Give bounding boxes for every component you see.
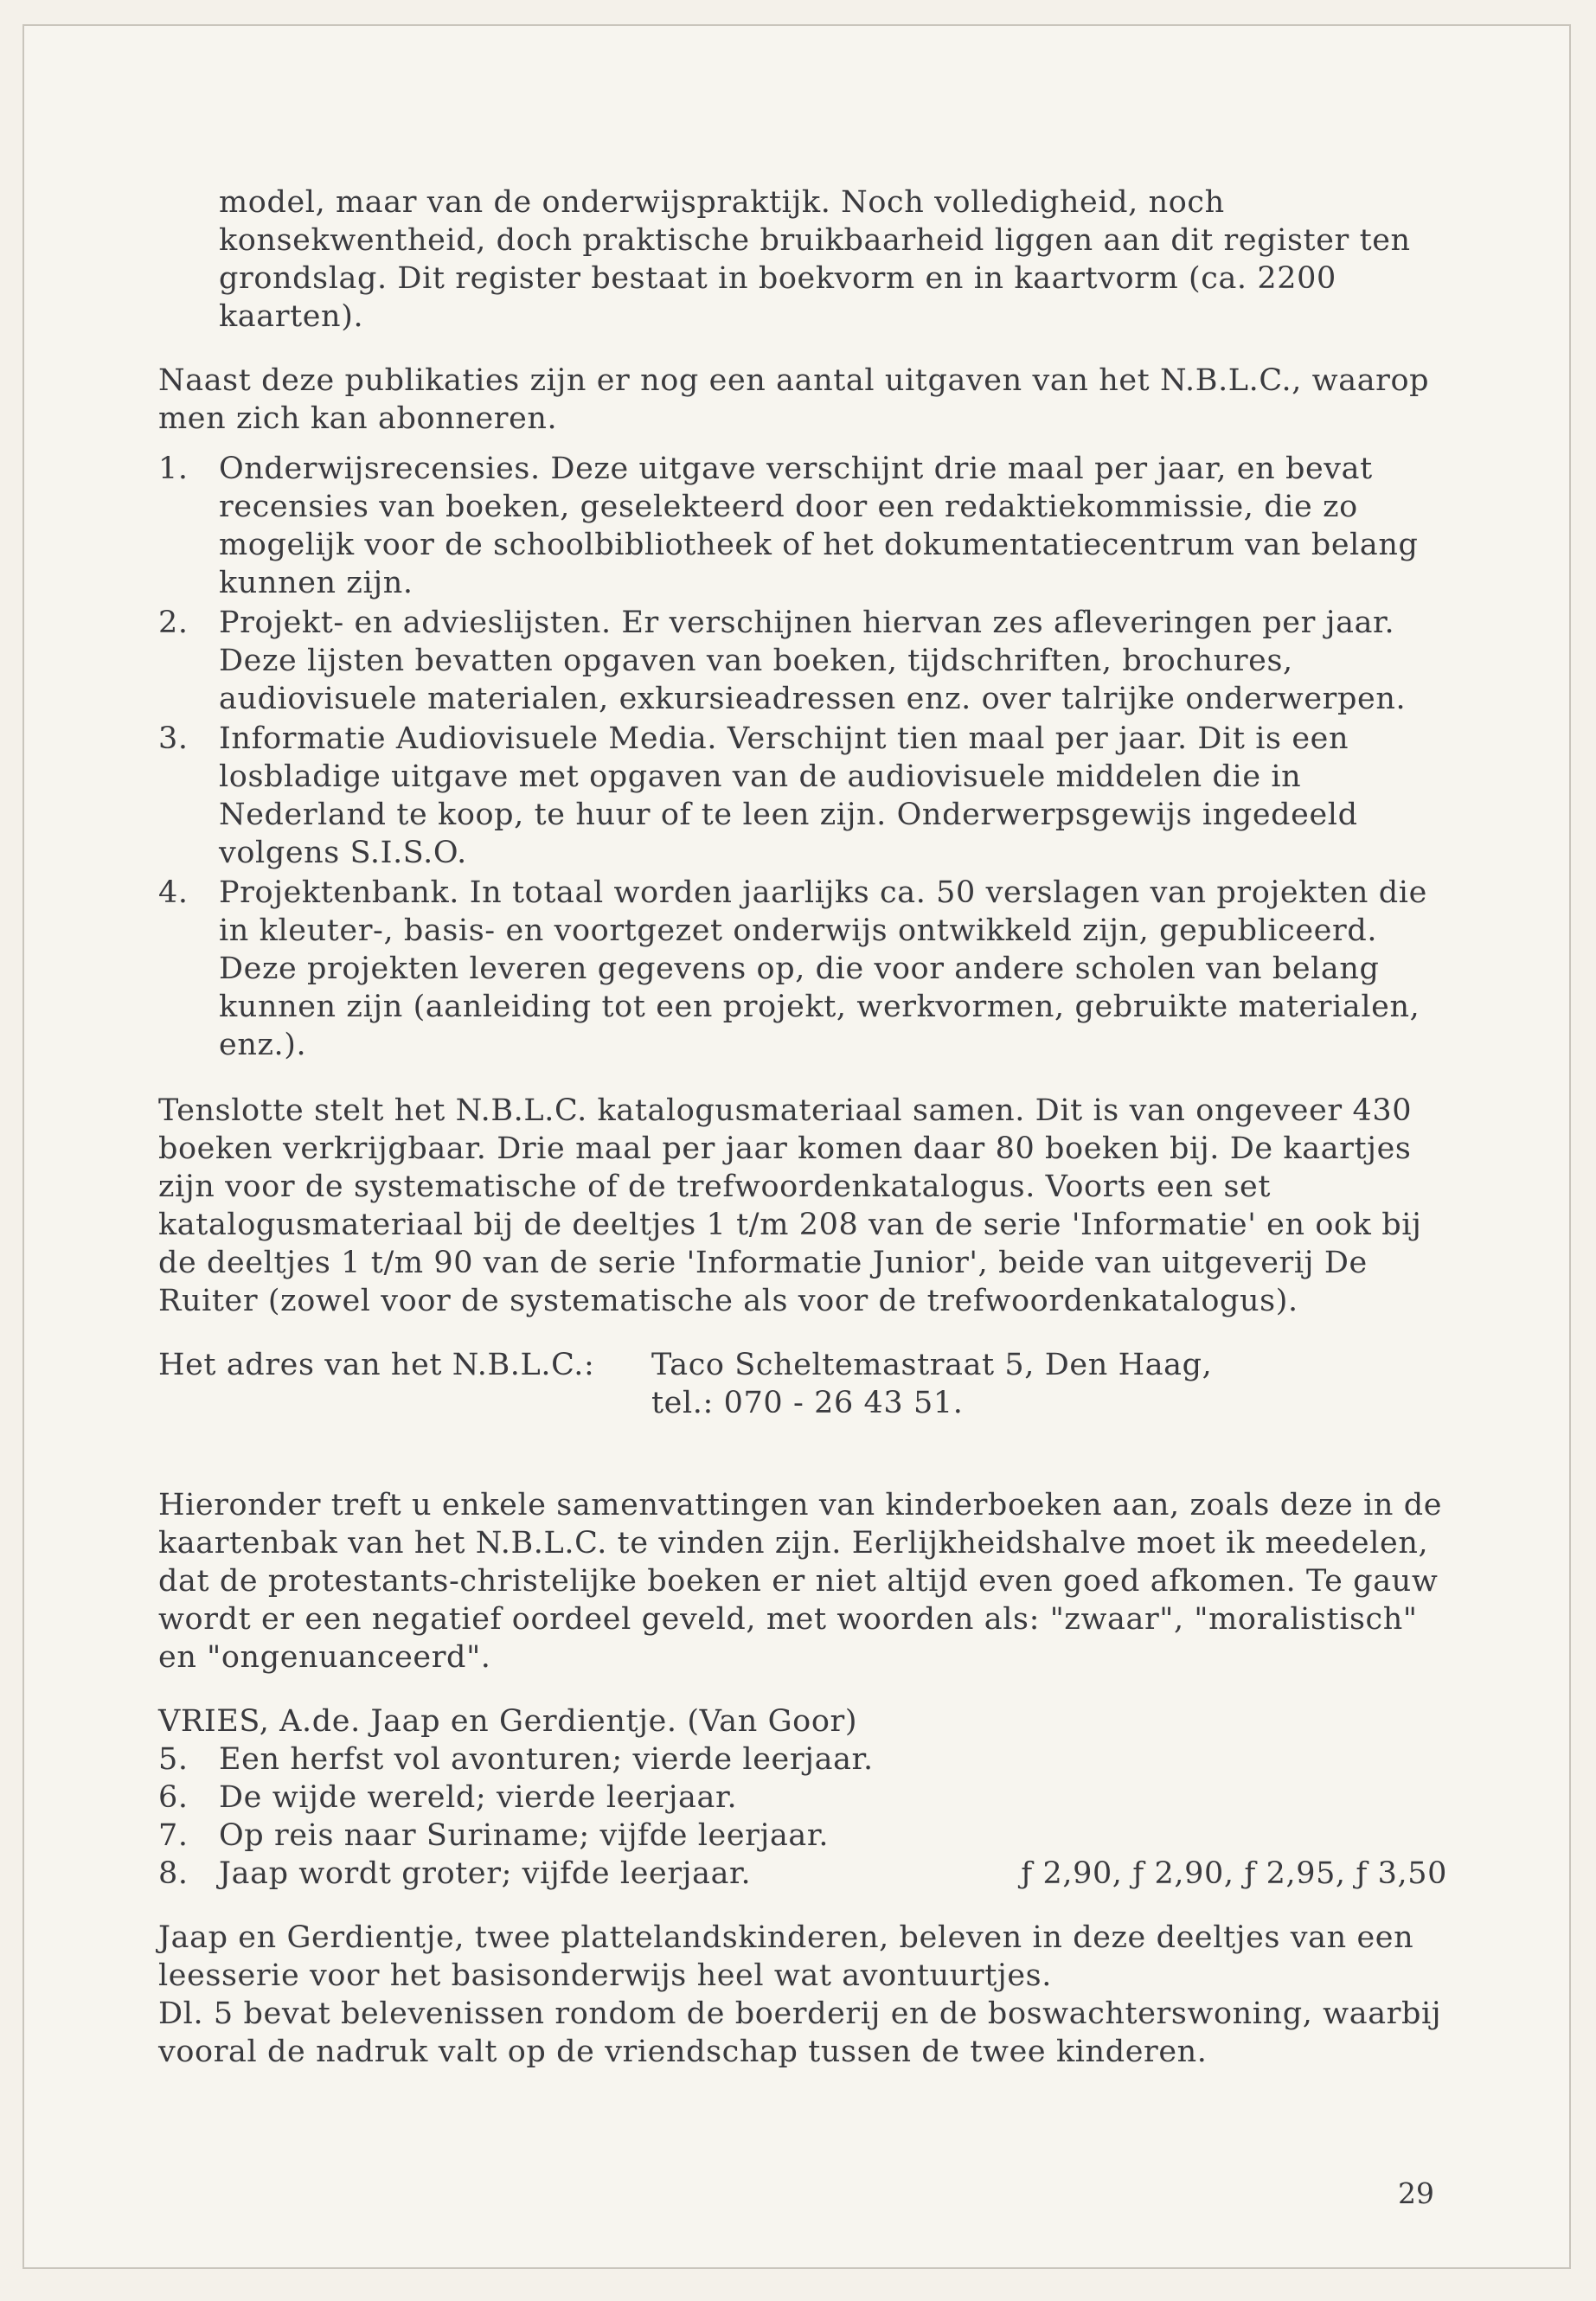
list-item	[158, 1779, 1447, 1817]
list-item	[158, 720, 1447, 872]
book-heading: VRIES, A.de. Jaap en Gerdientje. (Van Goor)	[158, 1704, 858, 1739]
summary-paragraph: Jaap en Gerdientje, twee plattelandskinderen, beleven in deze deeltjes van een leesserie voor het basisonderwijs heel wat avontuurtjes.	[158, 1920, 1414, 1993]
subscriptions-intro: Naast deze publikaties zijn er nog een aantal uitgaven van het N.B.L.C., waarop men zich kan abonneren.	[158, 363, 1430, 436]
volume-title: Jaap wordt groter; vijfde leerjaar.	[219, 1856, 752, 1891]
summaries-intro: Hieronder treft u enkele samenvattingen van kinderboeken aan, zoals deze in de kaartenbak van het N.B.L.C. te vinden zijn. Eerlijkheidshalve moet ik meedelen, dat de protestants-christelijke boeken er niet altijd even goed afkomen. Te gauw wordt er een negatief oordeel geveld, met woorden als: "zwaar", "moralistisch" en "ongenuanceerd".	[158, 1488, 1443, 1675]
address-label: Het adres van het N.B.L.C.:	[158, 1348, 595, 1382]
publications-list	[158, 450, 1447, 1064]
list-item	[158, 604, 1447, 718]
item-text: Informatie Audiovisuele Media. Verschijnt tien maal per jaar. Dit is een losbladige uitgave met opgaven van de audiovisuele middelen die in Nederland te koop, te huur of te leen zijn. Onderwerpsgewijs ingedeeld volgens S.I.S.O.	[219, 721, 1358, 870]
page-body	[158, 183, 1447, 2071]
item-text: Onderwijsrecensies. Deze uitgave verschijnt drie maal per jaar, en bevat recensies van boeken, geselekteerd door een redaktiekommissie, die zo mogelijk voor de schoolbibliotheek of het dokumentatiecentrum van belang kunnen zijn.	[219, 452, 1419, 600]
item-number: 4.	[158, 875, 189, 910]
volume-title: Een herfst vol avonturen; vierde leerjaar.	[219, 1742, 874, 1777]
volume-number: 6.	[158, 1780, 189, 1815]
address-block	[158, 1346, 1447, 1422]
item-text: Projekt- en advieslijsten. Er verschijnen hiervan zes afleveringen per jaar. Deze lijsten bevatten opgaven van boeken, tijdschriften, brochures, audiovisuele materialen, exkursieadressen enz. over talrijke onderwerpen.	[219, 606, 1407, 716]
item-number: 3.	[158, 721, 189, 756]
volume-note: Dl. 5 bevat belevenissen rondom de boerderij en de boswachterswoning, waarbij vooral de nadruk valt op de vriendschap tussen de twee kinderen.	[158, 1997, 1442, 2069]
page-number: 29	[1398, 2176, 1434, 2210]
item-number: 2.	[158, 606, 189, 640]
volume-prices: ƒ 2,90, ƒ 2,90, ƒ 2,95, ƒ 3,50	[1021, 1856, 1447, 1891]
volume-title: De wijde wereld; vierde leerjaar.	[219, 1780, 738, 1815]
volume-number: 5.	[158, 1742, 189, 1777]
volume-number: 7.	[158, 1818, 189, 1853]
list-item	[158, 1740, 1447, 1779]
item-text: Projektenbank. In totaal worden jaarlijks ca. 50 verslagen van projekten die in kleuter-, basis- en voortgezet onderwijs ontwikkeld zijn, gepubliceerd. Deze projekten leveren gegevens op, die voor andere scholen van belang kunnen zijn (aanleiding tot een projekt, werkvormen, gebruikte materialen, enz.).	[219, 875, 1427, 1062]
list-item	[158, 450, 1447, 602]
list-item	[158, 1817, 1447, 1855]
address-phone: tel.: 070 - 26 43 51.	[651, 1386, 964, 1420]
volume-title: Op reis naar Suriname; vijfde leerjaar.	[219, 1818, 830, 1853]
volumes-list	[158, 1740, 1447, 1893]
list-item	[158, 874, 1447, 1064]
intro-continuation: model, maar van de onderwijspraktijk. Noch volledigheid, noch konsekwentheid, doch praktische bruikbaarheid liggen aan dit register ten grondslag. Dit register bestaat in boekvorm en in kaartvorm (ca. 2200 kaarten).	[219, 185, 1411, 334]
address-street: Taco Scheltemastraat 5, Den Haag,	[651, 1348, 1213, 1382]
catalog-paragraph: Tenslotte stelt het N.B.L.C. katalogusmateriaal samen. Dit is van ongeveer 430 boeken verkrijgbaar. Drie maal per jaar komen daar 80 boeken bij. De kaartjes zijn voor de systematische of de trefwoordenkatalogus. Voorts een set katalogusmateriaal bij de deeltjes 1 t/m 208 van de serie 'Informatie' en ook bij de deeltjes 1 t/m 90 van de serie 'Informatie Junior', beide van uitgeverij De Ruiter (zowel voor de systematische als voor de trefwoordenkatalogus).	[158, 1093, 1422, 1318]
item-number: 1.	[158, 452, 189, 486]
list-item	[158, 1855, 1447, 1893]
scanned-page	[22, 24, 1571, 2269]
volume-number: 8.	[158, 1856, 189, 1891]
